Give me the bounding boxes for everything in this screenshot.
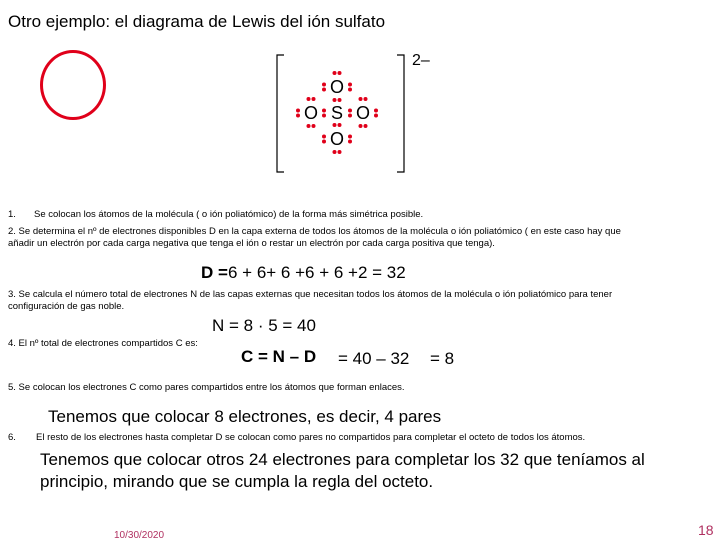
step-2-line-2: añadir un electrón por cada carga negativa que tenga el ión o restar un electrón por cada carga positiva que tenga). [8,238,495,249]
electron-dot [348,88,352,92]
step-5-result: Tenemos que colocar 8 electrones, es decir, 4 pares [48,407,442,426]
electron-dot [312,97,316,101]
right-bracket [397,55,404,172]
step-6-result-line-1: Tenemos que colocar otros 24 electrones para completar los 32 que teníamos al [40,450,645,469]
c-result: = 8 [430,349,455,368]
oxygen-atom-top: O [329,77,345,97]
electron-dot [322,88,326,92]
sulfur-atom: S [330,103,344,123]
electron-dot [348,83,352,87]
electron-dot [374,109,378,113]
electron-dot [338,123,342,127]
electron-dot [322,140,326,144]
electron-dot [333,71,337,75]
ion-charge: 2– [412,52,430,69]
footer-date: 10/30/2020 [114,530,165,541]
oxygen-atom-bottom: O [329,129,345,149]
electron-dot [338,150,342,154]
slide-title: Otro ejemplo: el diagrama de Lewis del ión sulfato [8,12,386,31]
step-5-text: 5. Se colocan los electrones C como pares compartidos entre los átomos que forman enlaces. [8,382,405,393]
c-formula: C = N – D [241,347,317,366]
electron-dot [338,71,342,75]
electron-dot [359,97,363,101]
oxygen-atom-right: O [355,103,371,123]
oxygen-atom-left: O [303,103,319,123]
electron-dot [374,114,378,118]
electron-dot [348,114,352,118]
left-bracket [277,55,284,172]
electron-dot [322,114,326,118]
step-4-text: 4. El nº total de electrones compartidos C es: [8,338,198,349]
electron-dot [322,83,326,87]
electron-dot [333,98,337,102]
slide-number: 18 [698,522,714,538]
electron-dot [322,109,326,113]
step-1-text: Se colocan los átomos de la molécula ( o ión poliatómico) de la forma más simétrica posible. [34,209,424,220]
electron-dot [307,124,311,128]
electron-dot [296,109,300,113]
step-6-number: 6. [8,432,16,443]
electron-dot [307,97,311,101]
electron-dot [338,98,342,102]
electron-dot [348,109,352,113]
d-formula: 6 + 6+ 6 +6 + 6 +2 = 32 [228,263,406,282]
d-label: D = [201,263,228,282]
step-6-result-line-2: principio, mirando que se cumpla la regla del octeto. [40,472,434,491]
electron-dot [333,123,337,127]
electron-dot [296,114,300,118]
lewis-diagram [0,0,720,200]
c-value: = 40 – 32 [338,349,410,368]
step-3-line-1: 3. Se calcula el número total de electrones N de las capas externas que necesitan todos los átomos de la molécula o ión poliatómico para tener [8,289,613,300]
electron-dot [359,124,363,128]
electron-dot [348,135,352,139]
n-formula: N = 8 · 5 = 40 [212,316,316,335]
electron-dot [312,124,316,128]
step-6-text: El resto de los electrones hasta completar D se colocan como pares no compartidos para completar el octeto de todos los átomos. [36,432,586,443]
step-3-line-2: configuración de gas noble. [8,301,125,312]
electron-dot [333,150,337,154]
electron-dot [364,97,368,101]
electron-dot [322,135,326,139]
electron-dot [348,140,352,144]
step-1-number: 1. [8,209,16,220]
electron-dot [364,124,368,128]
step-2-line-1: 2. Se determina el nº de electrones disponibles D en la capa externa de todos los átomos de la molécula o ión poliatómico ( en este caso hay que [8,226,621,237]
